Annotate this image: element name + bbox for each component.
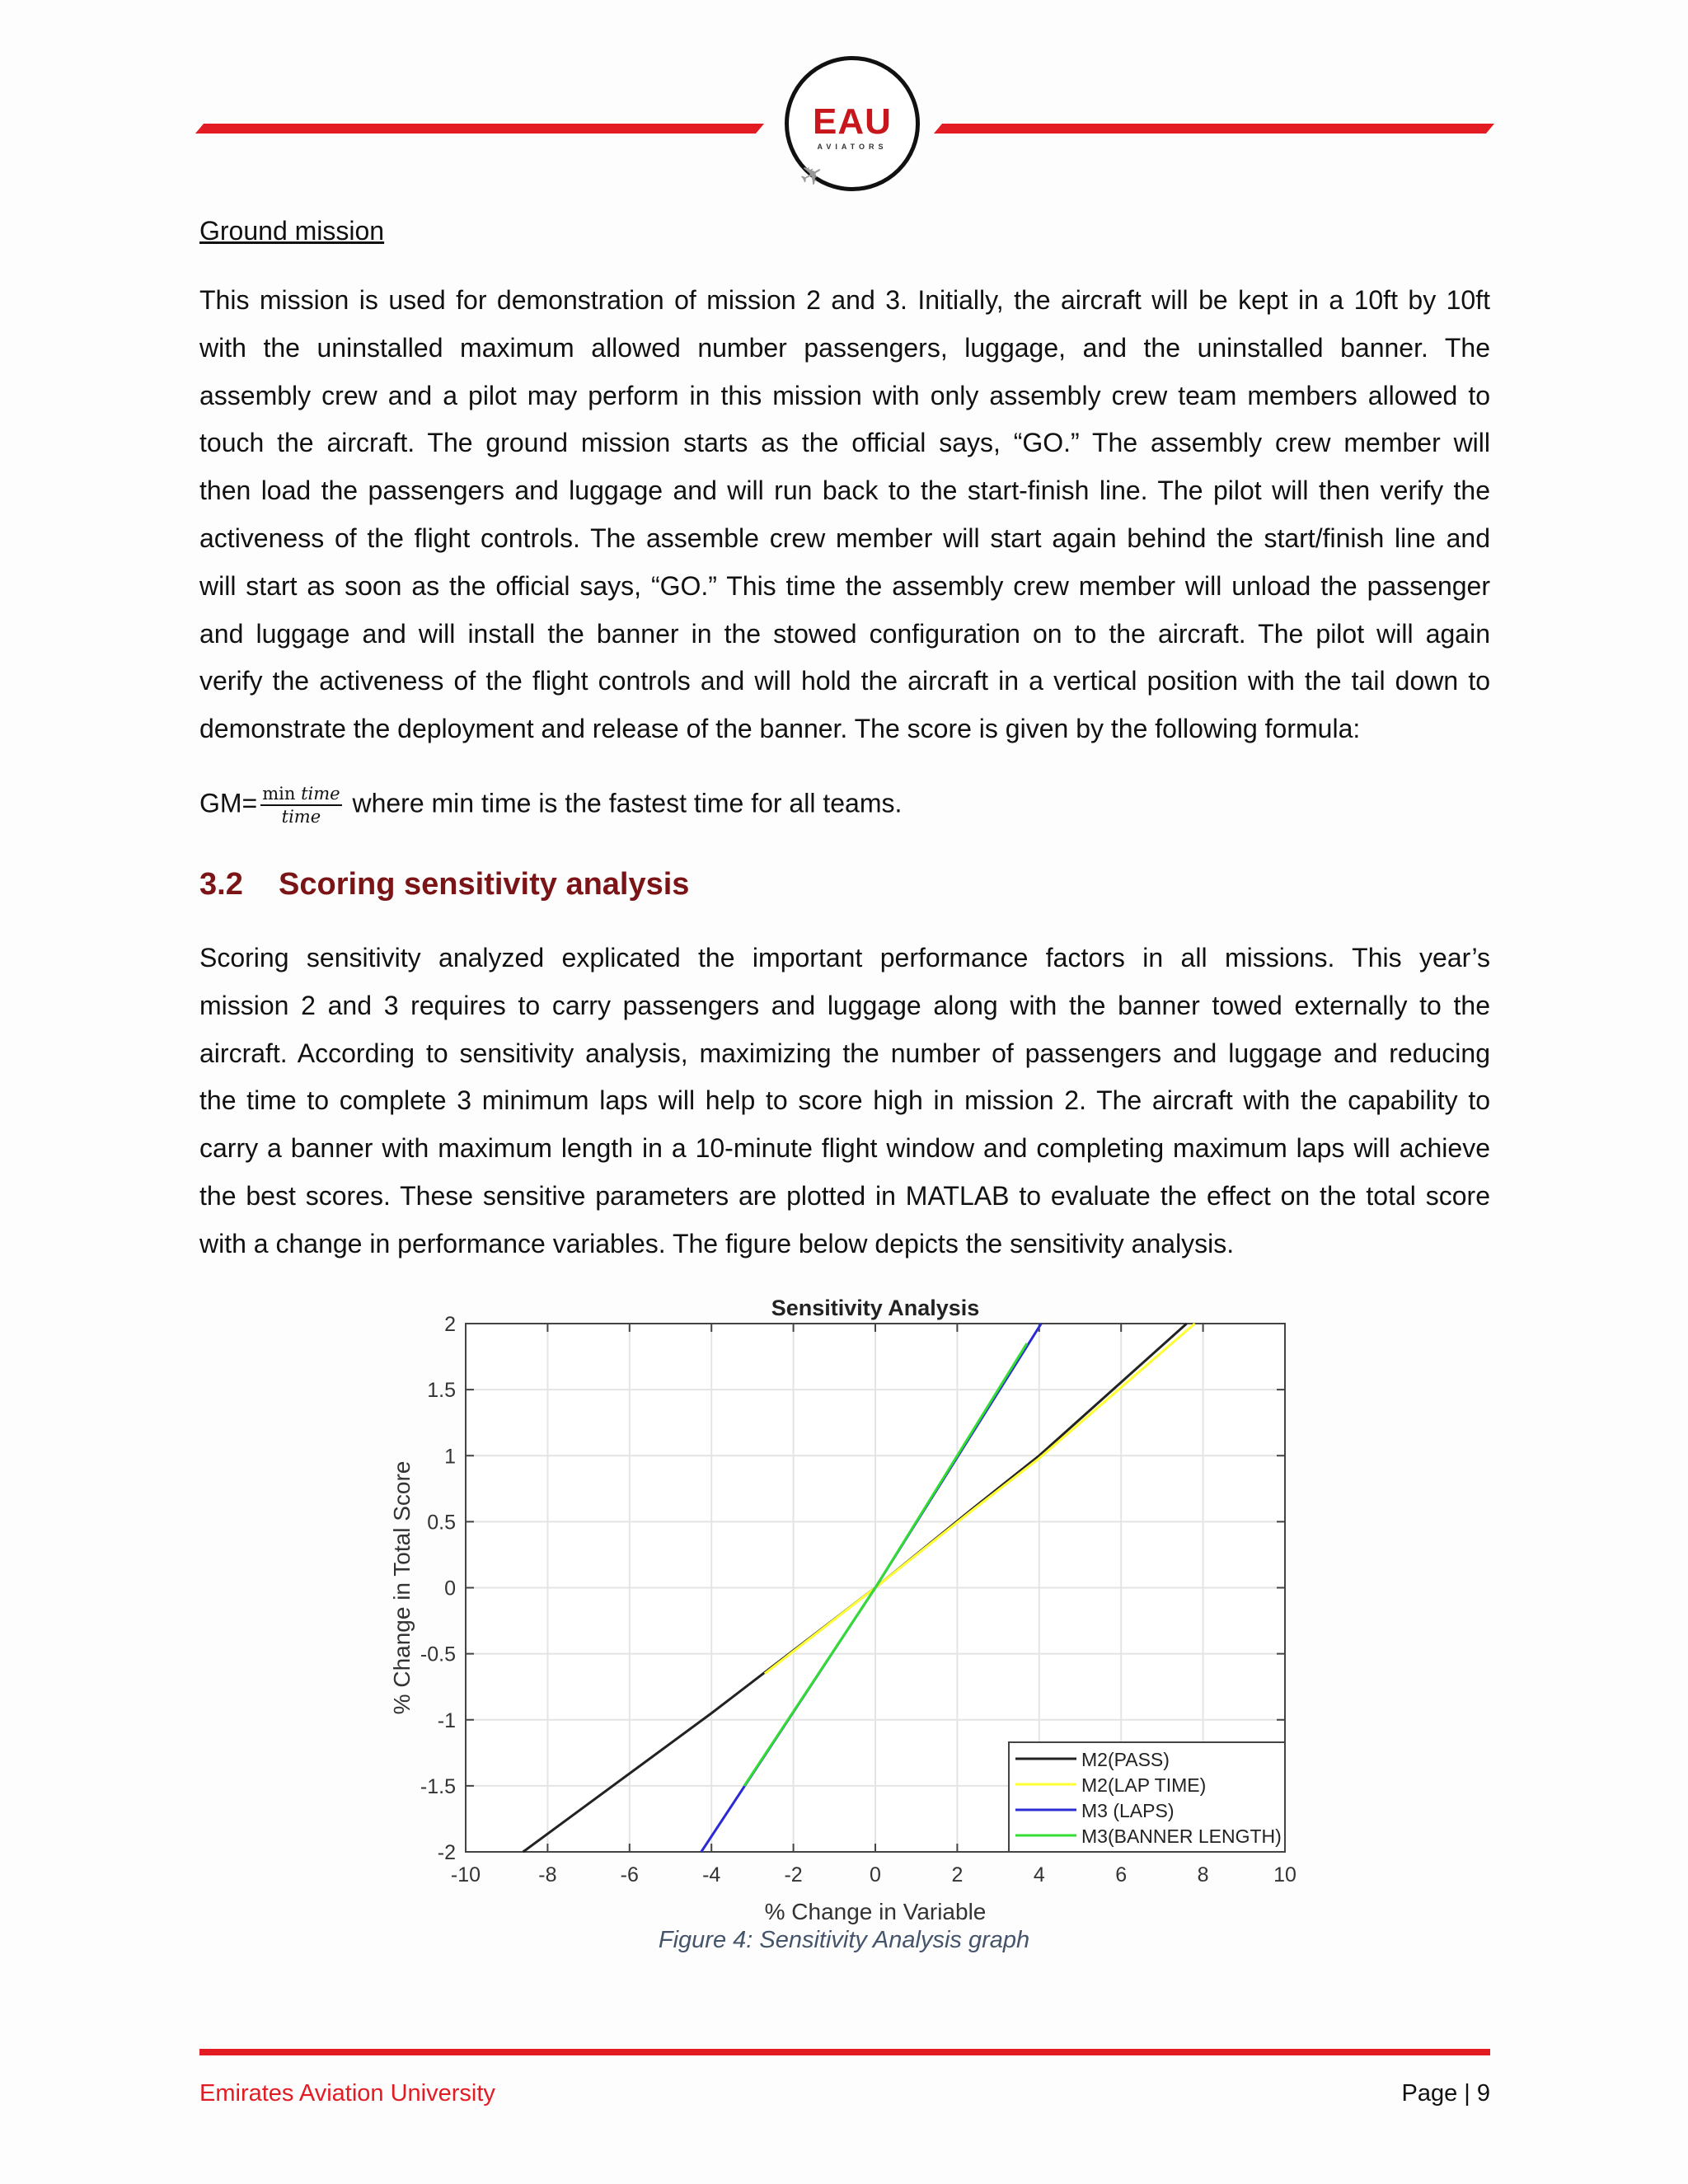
formula-description: where min time is the fastest time for all teams.: [352, 788, 903, 818]
formula-denominator: time: [281, 807, 321, 827]
text-line: activeness of the flight controls. The assemble crew member will start again behind the start/finish line and: [199, 523, 1490, 553]
text-line: assembly crew and a pilot may perform in this mission with only assembly crew team members allowed to: [199, 380, 1490, 410]
text-line: demonstrate the deployment and release of the banner. The score is given by the following formula:: [199, 714, 1361, 744]
legend-label: M3(BANNER LENGTH): [1081, 1825, 1282, 1847]
text-line: will start as soon as the official says, “GO.” This time the assembly crew member will unload the passenger: [199, 570, 1490, 601]
text-line: the best scores. These sensitive parameters are plotted in MATLAB to evaluate the effect on the total score: [199, 1180, 1490, 1211]
logo-subtext: AVIATORS: [817, 143, 888, 151]
y-tick-label: -1: [437, 1708, 456, 1732]
logo-text: EAU: [813, 101, 892, 142]
text-line: with the uninstalled maximum allowed number passengers, luggage, and the uninstalled banner. The: [199, 332, 1490, 363]
text-line: aircraft. According to sensitivity analysis, maximizing the number of passengers and luggage and reducing: [199, 1038, 1490, 1068]
text-line: the time to complete 3 minimum laps will help to score high in mission 2. The aircraft with the capability to: [199, 1085, 1490, 1116]
y-tick-label: 0.5: [427, 1511, 456, 1535]
figure-caption: Figure 4: Sensitivity Analysis graph: [658, 1927, 1030, 1953]
section-number: 3.2: [199, 867, 243, 902]
y-tick-label: -1.5: [420, 1774, 456, 1798]
x-tick-label: -2: [784, 1863, 803, 1886]
x-tick-label: 8: [1197, 1863, 1209, 1886]
y-tick-label: 1.5: [427, 1379, 456, 1403]
text-line: mission 2 and 3 requires to carry passengers and luggage along with the banner towed externally to the: [199, 990, 1490, 1020]
y-tick-label: 1: [444, 1445, 456, 1469]
x-axis-label: % Change in Variable: [764, 1899, 987, 1924]
text-line: This mission is used for demonstration of mission 2 and 3. Initially, the aircraft will be kept in a 10ft by 10ft: [199, 285, 1490, 315]
formula-lhs: GM=: [199, 788, 258, 818]
footer-university: Emirates Aviation University: [199, 2080, 495, 2107]
legend-label: M3 (LAPS): [1081, 1800, 1175, 1821]
y-tick-label: -2: [437, 1841, 456, 1864]
y-tick-label: -0.5: [420, 1643, 456, 1666]
text-line: carry a banner with maximum length in a 10-minute flight window and completing maximum laps will achieve: [199, 1133, 1490, 1164]
footer-rule: [199, 2049, 1490, 2055]
text-line: touch the aircraft. The ground mission starts as the official says, “GO.” The assembly crew member will: [199, 428, 1490, 458]
text-line: then load the passengers and luggage and will run back to the start-finish line. The pilot will then verify the: [199, 476, 1490, 506]
y-tick-label: 2: [444, 1313, 456, 1336]
x-tick-label: 4: [1033, 1863, 1045, 1886]
x-tick-label: -10: [450, 1863, 481, 1886]
ground-mission-heading: Ground mission: [199, 216, 385, 246]
text-line: with a change in performance variables. The figure below depicts the sensitivity analysis.: [199, 1228, 1235, 1258]
x-tick-label: 6: [1115, 1863, 1128, 1886]
x-tick-label: 0: [870, 1863, 881, 1886]
formula-numerator-time: time: [301, 784, 340, 804]
legend-label: M2(LAP TIME): [1081, 1774, 1207, 1796]
x-tick-label: -6: [620, 1863, 639, 1886]
text-line: verify the activeness of the flight controls and will hold the aircraft in a vertical position with the tail down to: [199, 666, 1490, 696]
footer-page-number: Page | 9: [1401, 2080, 1490, 2107]
x-tick-label: -4: [702, 1863, 721, 1886]
text-line: and luggage and will install the banner in the stowed configuration on to the aircraft. The pilot will again: [199, 618, 1490, 649]
chart-title: Sensitivity Analysis: [771, 1296, 980, 1320]
y-tick-label: 0: [444, 1577, 456, 1601]
x-tick-label: 10: [1273, 1863, 1296, 1886]
y-axis-label: % Change in Total Score: [389, 1460, 415, 1715]
formula-numerator-min: min: [262, 784, 296, 804]
x-tick-label: 2: [951, 1863, 964, 1886]
text-line: Scoring sensitivity analyzed explicated the important performance factors in all missions. This year’s: [199, 943, 1490, 972]
section-title: Scoring sensitivity analysis: [279, 867, 690, 902]
x-tick-label: -8: [538, 1863, 557, 1886]
airplane-icon: ✈: [794, 156, 831, 195]
legend-label: M2(PASS): [1081, 1749, 1170, 1770]
